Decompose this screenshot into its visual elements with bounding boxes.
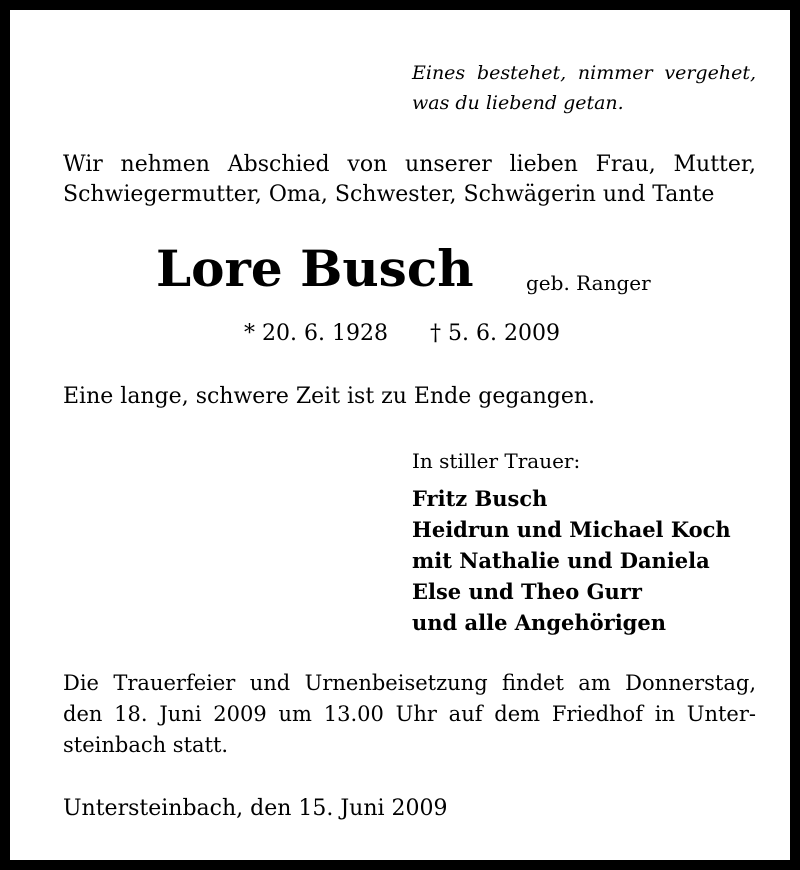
mourner-name: Fritz Busch <box>412 486 548 511</box>
motto-line-2: was du liebend getan. <box>412 92 624 114</box>
mourners-heading: In stiller Trauer: <box>412 449 581 473</box>
motto-line-1: Eines bestehet, nimmer vergehet, <box>412 62 756 84</box>
deceased-name: Lore Busch <box>156 239 474 298</box>
birth-name: geb. Ranger <box>526 271 651 295</box>
mourner-name: mit Nathalie und Daniela <box>412 548 710 573</box>
mourner-name: Heidrun und Michael Koch <box>412 517 731 542</box>
service-line-1: Die Trauerfeier und Urnenbeisetzung findet am Donnerstag, <box>63 671 756 695</box>
place-and-date: Untersteinbach, den 15. Juni 2009 <box>63 796 448 821</box>
death-date: † 5. 6. 2009 <box>430 321 560 346</box>
closing-statement: Eine lange, schwere Zeit ist zu Ende gegangen. <box>63 384 595 409</box>
birth-date: * 20. 6. 1928 <box>244 321 388 346</box>
intro-line-1: Wir nehmen Abschied von unserer lieben Frau, Mutter, <box>63 152 756 177</box>
service-line-2: den 18. Juni 2009 um 13.00 Uhr auf dem Friedhof in Unter- <box>63 702 756 726</box>
service-line-3: steinbach statt. <box>63 733 229 757</box>
mourner-name: Else und Theo Gurr <box>412 579 642 604</box>
mourner-name: und alle Angehörigen <box>412 610 666 635</box>
intro-line-2: Schwiegermutter, Oma, Schwester, Schwägerin und Tante <box>63 182 715 207</box>
